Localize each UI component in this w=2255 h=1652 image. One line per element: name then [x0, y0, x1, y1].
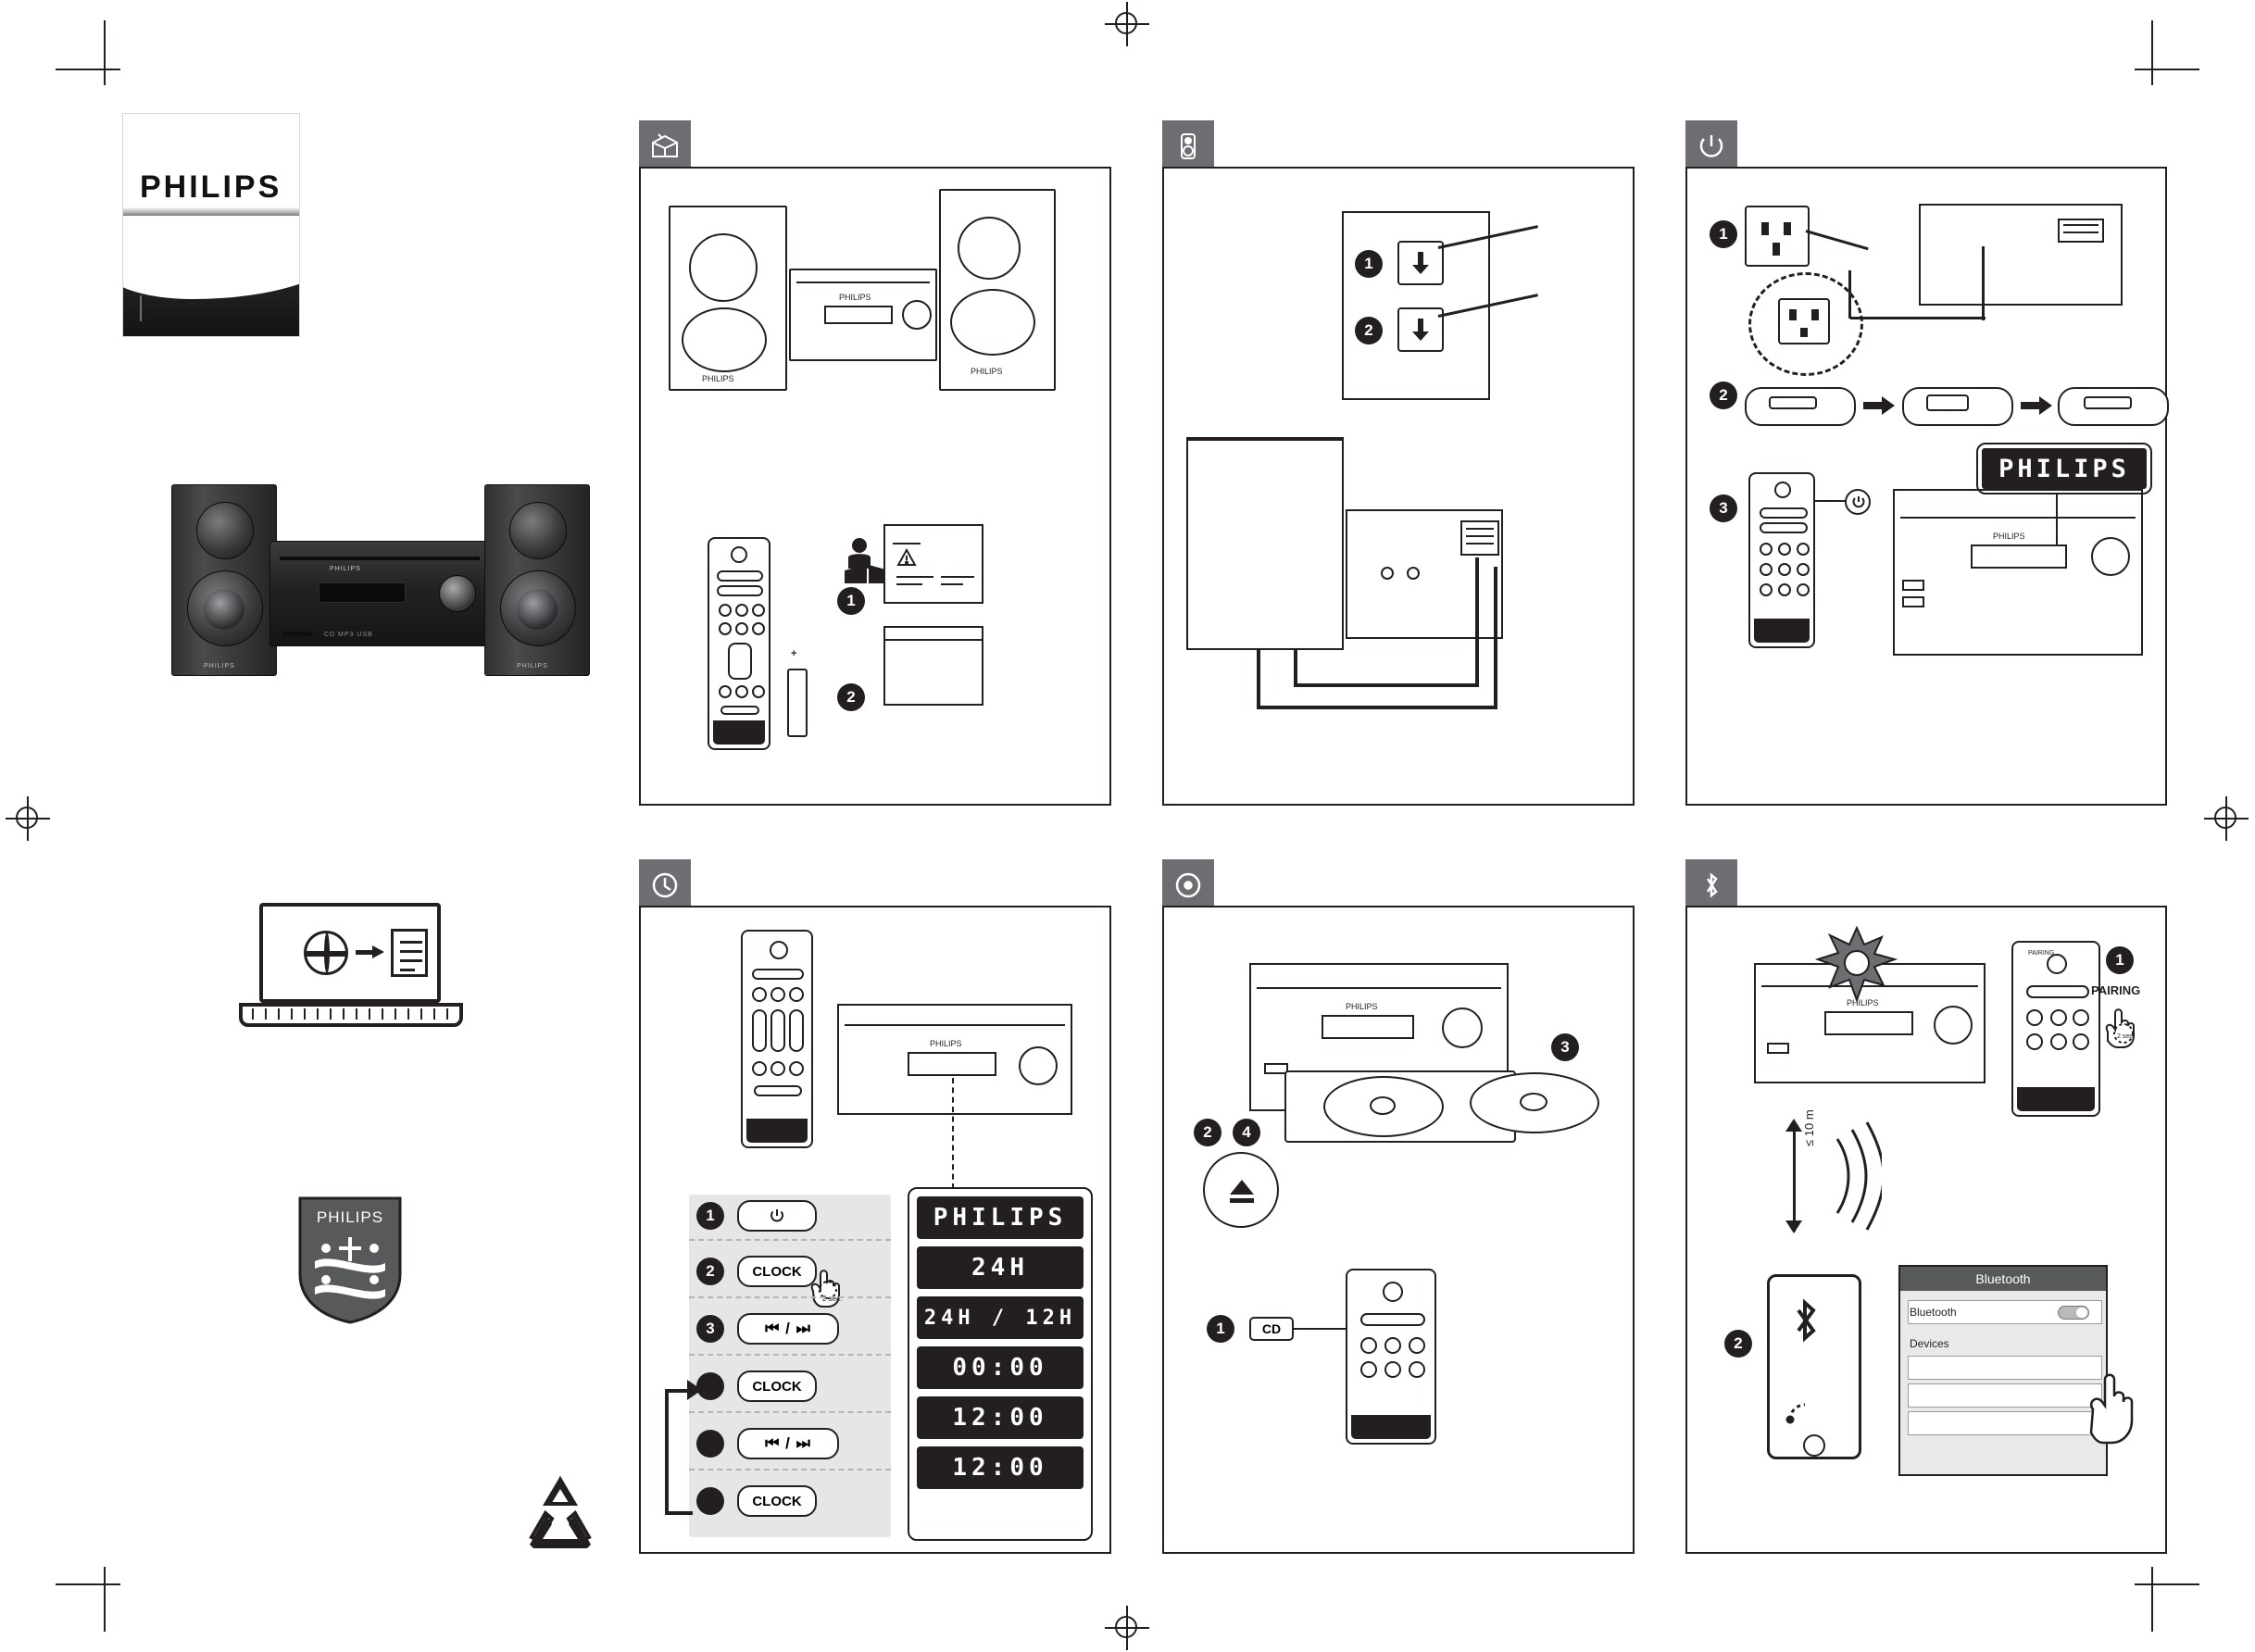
- philips-brand-block: [122, 113, 300, 337]
- illus-remote-cd: [1346, 1269, 1436, 1445]
- remote-btn-f: [2073, 1033, 2089, 1050]
- illus-unit-display-bt: [1824, 1011, 1913, 1035]
- product-photo: [171, 482, 588, 681]
- remote-bar-2: [717, 585, 763, 596]
- remote-btn-f: [1409, 1361, 1425, 1378]
- bullet-bt-2: 2: [1724, 1330, 1752, 1358]
- globe-icon: [304, 931, 348, 975]
- bullet-cd-3: 3: [1551, 1033, 1579, 1061]
- panel-tab-power: [1685, 120, 1737, 172]
- remote-btn-a: [2026, 1009, 2043, 1026]
- remote-btn-e: [735, 622, 748, 635]
- illus-quick-start-guide: [883, 626, 983, 706]
- remote-btn-b: [1778, 543, 1791, 556]
- remote-nav-pad: [728, 643, 752, 680]
- illus-plug: [1778, 298, 1830, 344]
- remote-bar-2: [754, 1085, 802, 1096]
- online-manual-pictogram: [239, 903, 463, 1037]
- illus-rear-jack-2: [1407, 567, 1420, 580]
- remote-btn-c: [1797, 543, 1810, 556]
- remote-bar-1: [1760, 507, 1808, 519]
- loop-arrow-icon: [687, 1380, 702, 1400]
- press-down-arrow-icon: [1410, 250, 1431, 276]
- remote-btn-a: [1760, 543, 1773, 556]
- illus-speaker-right-tweeter: [958, 217, 1021, 280]
- remote-btn-f: [1797, 563, 1810, 576]
- bt-toggle[interactable]: [2058, 1306, 2089, 1320]
- remote-btn-d: [2026, 1033, 2043, 1050]
- bullet-cd-2: 2: [1194, 1119, 1221, 1146]
- speaker-dustcap: [517, 589, 557, 630]
- bt-device-row-1[interactable]: [1908, 1356, 2102, 1380]
- remote-standby-button: [770, 941, 788, 959]
- remote-btn-h: [735, 685, 748, 698]
- remote-bar-1: [752, 969, 804, 980]
- speaker-right: [484, 484, 590, 676]
- bt-waves-icon: [1826, 1120, 1882, 1232]
- battery-polarity-label: +: [791, 648, 797, 659]
- illus-unit-btn-1: [1902, 580, 1924, 591]
- speaker-brand-label: PHILIPS: [517, 663, 548, 670]
- illus-unit-knob-cd: [1442, 1007, 1483, 1048]
- remote-btn-i: [752, 685, 765, 698]
- remote-btn-play: [770, 1009, 785, 1052]
- illus-unit-slot: [796, 282, 930, 283]
- illus-unit-display-clock: [908, 1052, 996, 1076]
- key-clock-confirm: CLOCK: [737, 1370, 817, 1402]
- key-clock-finish: CLOCK: [737, 1485, 817, 1517]
- remote-foot: [1754, 619, 1810, 643]
- remote-foot: [713, 720, 765, 745]
- speaker-tweeter: [196, 502, 254, 559]
- bullet-clock-1: 1: [696, 1202, 724, 1230]
- illus-speaker-left-brand: PHILIPS: [702, 374, 734, 383]
- main-unit: [269, 541, 492, 646]
- panel-connect-speakers: [1162, 167, 1635, 806]
- remote-btn-b: [1384, 1337, 1401, 1354]
- illus-battery-door-closed: [2084, 396, 2132, 409]
- power-icon: [1852, 495, 1865, 508]
- key-clock-hold: CLOCK: [737, 1256, 817, 1287]
- remote-btn-f: [752, 622, 765, 635]
- panel-bluetooth: [1685, 906, 2167, 1554]
- key-cd-source: CD: [1249, 1317, 1294, 1341]
- remote-btn-d: [752, 1061, 767, 1076]
- searching-icon: [1785, 1388, 1822, 1425]
- remote-btn-b: [735, 604, 748, 617]
- bullet-clock-5: [696, 1430, 724, 1458]
- arrow-right-icon: [1863, 394, 1895, 417]
- key-power-standby: [737, 1200, 817, 1232]
- crop-mark-bottom-left: [56, 1567, 120, 1632]
- bt-row-label-devices: Devices: [1910, 1337, 1949, 1350]
- remote-foot: [1351, 1415, 1431, 1439]
- cd-slot: [280, 557, 480, 560]
- registration-mark-right: [2204, 796, 2249, 841]
- panel-tab-clock: [639, 859, 691, 911]
- panel-unpack: [639, 167, 1111, 806]
- unit-brand-label: PHILIPS: [330, 566, 361, 572]
- remote-btn-d: [1360, 1361, 1377, 1378]
- illus-unit-brand: PHILIPS: [839, 293, 871, 302]
- remote-btn-d: [719, 622, 732, 635]
- remote-pairing-label-small: PAIRING: [2028, 950, 2055, 957]
- laptop-keyboard: [252, 1008, 450, 1020]
- remote-btn-c: [752, 604, 765, 617]
- speaker-tweeter: [509, 502, 567, 559]
- crop-mark-top-left: [56, 20, 120, 85]
- remote-btn-h: [1778, 583, 1791, 596]
- remote-btn-c: [2073, 1009, 2089, 1026]
- illus-wall-socket: [1745, 206, 1810, 267]
- remote-btn-a: [752, 987, 767, 1002]
- bullet-unpack-1: 1: [837, 587, 865, 615]
- display-text-philips: PHILIPS: [1982, 448, 2147, 489]
- panel-tab-bluetooth: [1685, 859, 1737, 911]
- bullet-cd-1: 1: [1207, 1315, 1234, 1343]
- illus-speaker-left-tweeter: [689, 233, 758, 302]
- svg-text:PHILIPS: PHILIPS: [316, 1208, 384, 1226]
- registration-mark-top: [1105, 2, 1149, 46]
- illus-remote-bt: [2011, 941, 2100, 1117]
- remote-btn-c: [1409, 1337, 1425, 1354]
- illus-speaker-right-brand: PHILIPS: [971, 367, 1003, 376]
- display-24h: 24H: [917, 1246, 1084, 1289]
- illus-unit-btn-2: [1902, 596, 1924, 607]
- remote-btn-d: [1760, 563, 1773, 576]
- unit-volume-knob: [439, 575, 476, 612]
- speaker-dustcap: [204, 589, 244, 630]
- remote-pairing-key: [2026, 985, 2089, 998]
- bullet-speakers-2: 2: [1355, 317, 1383, 344]
- hold-hint-label: 2 sec.: [822, 1295, 843, 1303]
- remote-btn-b: [2050, 1009, 2067, 1026]
- remote-btn-e: [770, 1061, 785, 1076]
- speaker-left: [171, 484, 277, 676]
- remote-standby-button: [1774, 482, 1791, 498]
- illus-unit-knob-power: [2091, 537, 2130, 576]
- document-icon: [391, 929, 428, 977]
- illus-rear-panel-sockets: [2058, 219, 2104, 243]
- hold-hint-label-bt: 2 sec.: [2117, 1033, 2135, 1040]
- illus-unit-brand-power: PHILIPS: [1993, 532, 2025, 541]
- remote-bar-1: [717, 570, 763, 582]
- recycle-icon: [519, 1472, 602, 1552]
- illus-remote: [708, 537, 770, 750]
- remote-bar-2: [1760, 522, 1808, 533]
- bullet-clock-6: [696, 1487, 724, 1515]
- remote-standby-button: [2047, 954, 2067, 974]
- philips-shield-icon: [296, 1195, 404, 1326]
- remote-foot: [746, 1119, 808, 1143]
- display-24h-12h: 24H / 12H: [917, 1296, 1084, 1339]
- key-skip-prev-next-2: ⏮ / ⏭: [737, 1428, 839, 1459]
- remote-foot: [2017, 1087, 2095, 1111]
- illus-remote-clock: [741, 930, 813, 1148]
- pairing-label: PAIRING: [2091, 983, 2141, 997]
- bt-dialog-title: Bluetooth: [1900, 1267, 2106, 1291]
- illus-unit-brand-cd: PHILIPS: [1346, 1002, 1378, 1011]
- illus-speaker-left-woofer: [682, 307, 767, 372]
- illus-unit-brand-clock: PHILIPS: [930, 1039, 962, 1048]
- bt-row-label-bluetooth: Bluetooth: [1910, 1306, 1957, 1319]
- illus-unit-knob-bt: [1934, 1006, 1973, 1045]
- crop-mark-top-right: [2135, 20, 2199, 85]
- illus-battery-door: [1769, 396, 1817, 409]
- bullet-clock-3: 3: [696, 1315, 724, 1343]
- crop-mark-bottom-right: [2135, 1567, 2199, 1632]
- bullet-unpack-2: 2: [837, 683, 865, 711]
- remote-btn-b: [770, 987, 785, 1002]
- display-1200-final: 12:00: [917, 1446, 1084, 1489]
- remote-btn-a: [719, 604, 732, 617]
- arrow-right-icon: [356, 947, 383, 957]
- key-skip-prev-next: ⏮ / ⏭: [737, 1313, 839, 1345]
- illus-unit-knob-clock: [1019, 1046, 1058, 1085]
- remote-btn-c: [789, 987, 804, 1002]
- hold-hand-icon-bt: [2093, 1004, 2145, 1052]
- remote-btn-f: [789, 1061, 804, 1076]
- remote-btn-e: [1778, 563, 1791, 576]
- remote-btn-skip-prev: [752, 1009, 767, 1052]
- illus-unit-display-power: [1971, 544, 2067, 569]
- remote-btn-e: [2050, 1033, 2067, 1050]
- display-philips: PHILIPS: [917, 1196, 1084, 1239]
- remote-btn-skip-next: [789, 1009, 804, 1052]
- illus-rear-jack-1: [1381, 567, 1394, 580]
- display-1200-hour: 12:00: [917, 1396, 1084, 1439]
- pairing-burst-icon: [1815, 926, 1898, 1002]
- speaker-brand-label: PHILIPS: [204, 663, 235, 670]
- unit-display: [319, 582, 406, 603]
- panel-tab-cd: [1162, 859, 1214, 911]
- panel-set-clock: [639, 906, 1111, 1554]
- brand-swoosh: [122, 216, 300, 299]
- illus-speaker-box: [1186, 437, 1344, 650]
- bt-device-row-2[interactable]: [1908, 1383, 2102, 1408]
- remote-power-button: [731, 546, 747, 563]
- remote-btn-e: [1384, 1361, 1401, 1378]
- illus-battery-insert: [1926, 394, 1969, 411]
- illus-unit-display: [824, 306, 893, 324]
- panel-play-cd: [1162, 906, 1635, 1554]
- illus-battery: [787, 669, 808, 737]
- bullet-cd-4: 4: [1233, 1119, 1260, 1146]
- remote-btn-i: [1797, 583, 1810, 596]
- distance-label: ≤ 10 m: [1802, 1109, 1816, 1146]
- remote-standby-button: [1383, 1282, 1403, 1302]
- bullet-speakers-1: 1: [1355, 250, 1383, 278]
- hold-hand-icon: [800, 1267, 846, 1309]
- distance-arrow-down: [1785, 1220, 1802, 1233]
- illus-unit-display-cd: [1322, 1015, 1414, 1039]
- illus-unit-knob: [902, 300, 932, 330]
- unit-model-label: CD MP3 USB: [324, 632, 373, 638]
- panel-power-on: [1685, 167, 2167, 806]
- bullet-power-2: 2: [1710, 382, 1737, 409]
- remote-btn-g: [1760, 583, 1773, 596]
- illus-remote-front: [1748, 472, 1815, 648]
- display-0000: 00:00: [917, 1346, 1084, 1389]
- remote-btn-a: [1360, 1337, 1377, 1354]
- bluetooth-icon-phone: [1786, 1297, 1823, 1344]
- bullet-clock-2: 2: [696, 1258, 724, 1285]
- remote-bar-3: [720, 706, 759, 715]
- warning-icon: [896, 548, 917, 567]
- laptop-screen: [259, 903, 441, 1003]
- illus-disc-hole: [1520, 1093, 1547, 1111]
- illus-unit-btn-bt: [1767, 1043, 1789, 1054]
- illus-rear-terminals: [1460, 520, 1499, 556]
- insert-wire-arrow-icon: [1410, 317, 1431, 343]
- remote-source-bar: [1360, 1313, 1425, 1326]
- philips-wordmark: PHILIPS: [140, 169, 282, 205]
- registration-mark-bottom: [1105, 1606, 1149, 1650]
- phone-home-button[interactable]: [1803, 1434, 1825, 1457]
- panel-tab-unpack: [639, 120, 691, 172]
- arrow-right-icon-2: [2021, 394, 2052, 417]
- distance-arrow-up: [1785, 1119, 1802, 1132]
- illus-phone: [1767, 1274, 1861, 1459]
- illus-speaker-right-woofer: [950, 289, 1035, 356]
- tap-hand-icon: [2074, 1369, 2143, 1448]
- unit-button-row: [282, 632, 313, 636]
- brand-tick: [140, 295, 142, 321]
- bullet-bt-1: 1: [2106, 946, 2134, 974]
- bullet-power-3: 3: [1710, 494, 1737, 522]
- bt-device-row-3[interactable]: [1908, 1411, 2102, 1435]
- illus-tray-spindle: [1370, 1096, 1396, 1115]
- remote-btn-g: [719, 685, 732, 698]
- registration-mark-left: [6, 796, 50, 841]
- illus-unit-brand-bt: PHILIPS: [1847, 998, 1879, 1007]
- eject-icon: [1225, 1174, 1259, 1208]
- bullet-power-1: 1: [1710, 220, 1737, 248]
- panel-tab-speakers: [1162, 120, 1214, 172]
